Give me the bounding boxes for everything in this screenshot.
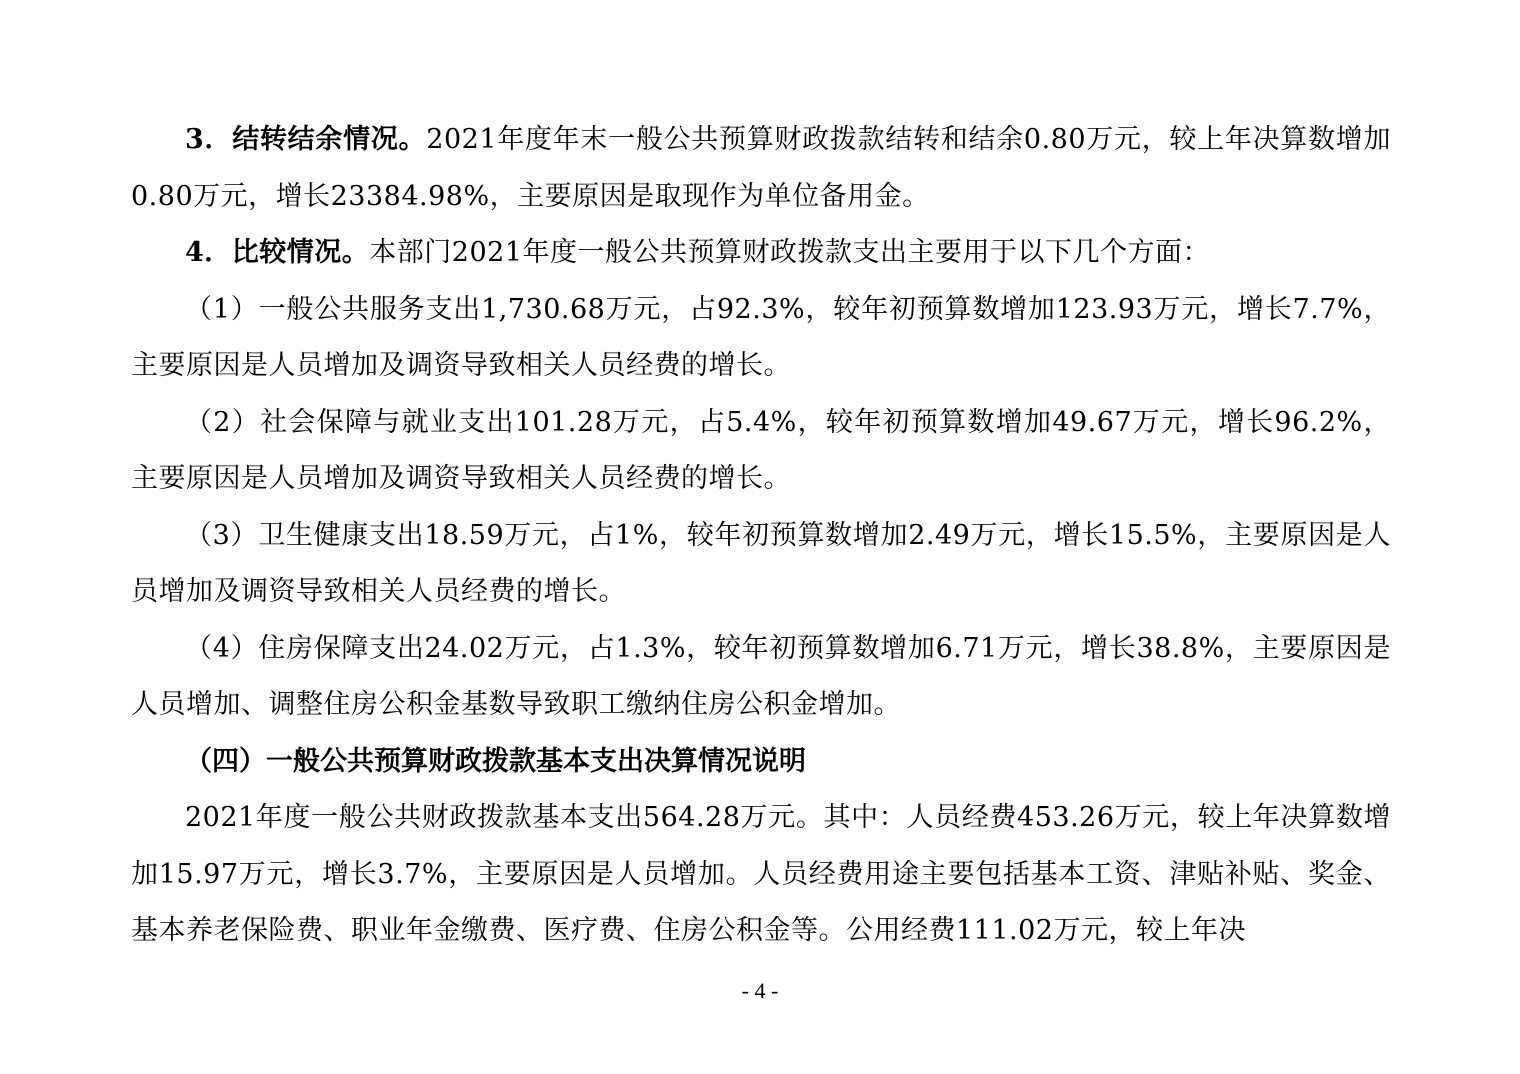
page-number: - 4 -: [741, 978, 779, 1003]
paragraph-item-3: [131, 508, 1391, 621]
paragraph-item-2: [131, 395, 1391, 508]
paragraph-text: （4）住房保障支出24.02万元，占1.3%，较年初预算数增加6.71万元，增长38.8%，主要原因是人员增加、调整住房公积金基数导致职工缴纳住房公积金增加。: [131, 632, 1391, 720]
paragraph-text: 2021年度年末一般公共预算财政拨款结转和结余0.80万元，较上年决算数增加0.80万元，增长23384.98%，主要原因是取现作为单位备用金。: [131, 124, 1391, 212]
paragraph-text: 本部门2021年度一般公共预算财政拨款支出主要用于以下几个方面：: [369, 237, 1211, 268]
paragraph-text: （1）一般公共服务支出1,730.68万元，占92.3%，较年初预算数增加123.93万元，增长7.7%，主要原因是人员增加及调资导致相关人员经费的增长。: [131, 293, 1391, 381]
paragraph-text: （3）卫生健康支出18.59万元，占1%，较年初预算数增加2.49万元，增长15.5%，主要原因是人员增加及调资导致相关人员经费的增长。: [131, 519, 1391, 607]
document-body: [131, 112, 1391, 960]
section-heading: （四）一般公共预算财政拨款基本支出决算情况说明: [185, 745, 806, 777]
paragraph-lead: 3．结转结余情况。: [185, 124, 427, 155]
paragraph-lead: 4．比较情况。: [185, 237, 370, 268]
paragraph-item-1: [131, 282, 1391, 395]
paragraph-text: （2）社会保障与就业支出101.28万元，占5.4%，较年初预算数增加49.67万元，增长96.2%，主要原因是人员增加及调资导致相关人员经费的增长。: [131, 406, 1391, 494]
paragraph-item-4: [131, 621, 1391, 734]
paragraph-comparison: [131, 225, 1391, 282]
paragraph-carryover: [131, 112, 1391, 225]
paragraph-basic-expenditure: 2021年度一般公共财政拨款基本支出564.28万元。其中：人员经费453.26万元，较上年决算数增加15.97万元，增长3.7%，主要原因是人员增加。人员经费用途主要包括基本工资、津贴补贴、奖金、基本养老保险费、职业年金缴费、医疗费、住房公积金等。公用经费111.02万元，较上年决: [131, 802, 1391, 946]
